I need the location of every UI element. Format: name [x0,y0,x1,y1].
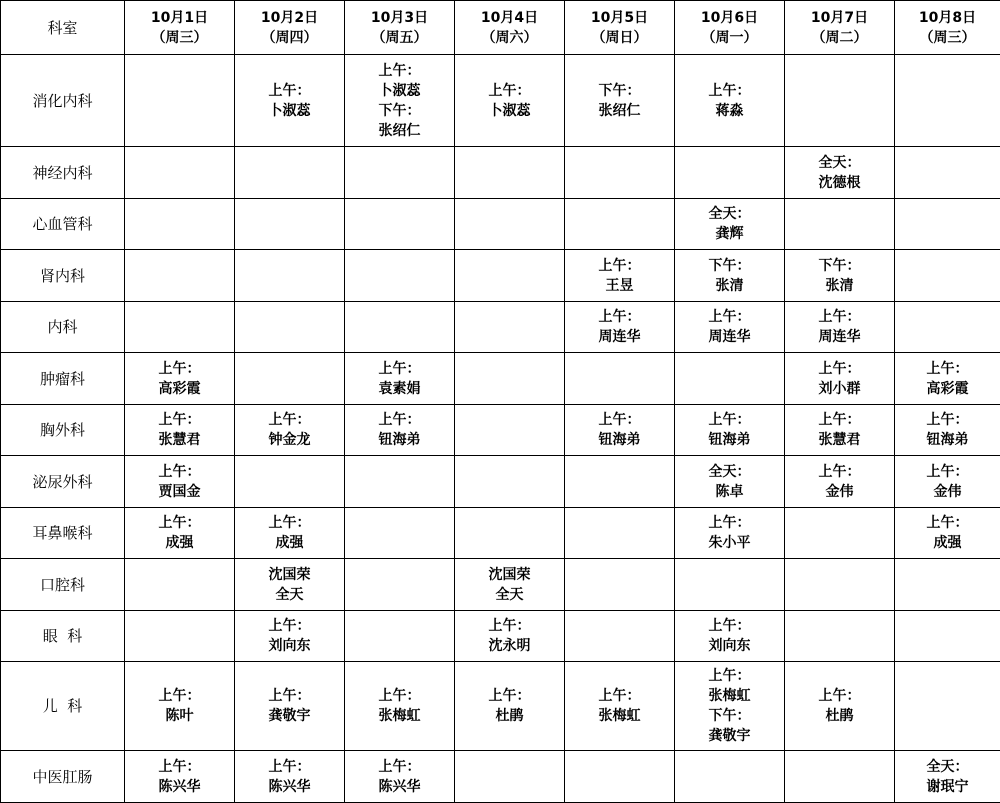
cell-line: 谢珉宁 [897,777,998,797]
schedule-cell [125,147,235,199]
cell-line: 周连华 [677,327,782,347]
schedule-cell [455,751,565,803]
cell-line: 上午： [127,359,232,379]
cell-line: 龚敬宇 [677,726,782,746]
schedule-cell [125,456,235,508]
schedule-cell [785,405,895,456]
schedule-cell [455,662,565,751]
schedule-cell [895,250,1000,302]
schedule-cell [785,250,895,302]
table-row [1,199,1000,250]
schedule-cell [125,611,235,662]
cell-line: 下午： [677,706,782,726]
schedule-cell [125,250,235,302]
weekday-label: （周四） [237,28,342,48]
cell-line: 上午： [127,462,232,482]
schedule-cell [785,508,895,559]
department-name: 中医肛肠 [1,751,125,803]
table-row [1,353,1000,405]
schedule-cell [675,250,785,302]
cell-line: 成强 [237,533,342,553]
cell-line: 全天 [237,585,342,605]
cell-line: 上午： [457,616,562,636]
table-row [1,611,1000,662]
schedule-cell [675,611,785,662]
schedule-cell [345,662,455,751]
cell-line: 上午： [677,81,782,101]
cell-line: 上午： [677,307,782,327]
cell-line: 王昱 [567,276,672,296]
cell-line: 全天： [677,204,782,224]
schedule-cell [895,199,1000,250]
cell-line: 上午： [237,410,342,430]
cell-line: 陈兴华 [237,777,342,797]
cell-line: 张梅虹 [347,706,452,726]
weekday-label: （周三） [127,28,232,48]
schedule-cell [785,456,895,508]
cell-line: 龚敬宇 [237,706,342,726]
cell-line: 钟金龙 [237,430,342,450]
cell-line: 张慧君 [127,430,232,450]
department-name: 口腔科 [1,559,125,611]
cell-line: 刘向东 [237,636,342,656]
cell-line: 沈国荣 [237,565,342,585]
cell-line: 龚辉 [677,224,782,244]
cell-line: 上午： [457,81,562,101]
department-name: 消化内科 [1,55,125,147]
department-name: 眼 科 [1,611,125,662]
cell-line: 钮海弟 [347,430,452,450]
schedule-cell [565,662,675,751]
table-row [1,405,1000,456]
schedule-cell [785,199,895,250]
schedule-cell [895,508,1000,559]
schedule-cell [565,147,675,199]
table-row [1,250,1000,302]
cell-line: 金伟 [897,482,998,502]
schedule-cell [455,353,565,405]
cell-line: 贾国金 [127,482,232,502]
schedule-cell [565,508,675,559]
schedule-cell [455,508,565,559]
cell-line: 上午： [237,686,342,706]
schedule-cell [565,405,675,456]
schedule-cell [675,353,785,405]
schedule-cell [895,662,1000,751]
date-column-header [895,1,1000,55]
schedule-cell [235,751,345,803]
schedule-cell [235,250,345,302]
cell-line: 上午： [457,686,562,706]
schedule-cell [785,353,895,405]
cell-line: 钮海弟 [677,430,782,450]
cell-line: 蒋淼 [677,101,782,121]
cell-line: 上午： [347,410,452,430]
date-column-header [455,1,565,55]
table-row [1,302,1000,353]
schedule-cell [895,559,1000,611]
date-label: 10月6日 [677,8,782,28]
cell-line: 钮海弟 [567,430,672,450]
department-name: 内科 [1,302,125,353]
cell-line: 上午： [677,666,782,686]
department-name: 泌尿外科 [1,456,125,508]
date-column-header [785,1,895,55]
cell-line: 下午： [677,256,782,276]
date-label: 10月5日 [567,8,672,28]
schedule-cell [675,405,785,456]
cell-line: 周连华 [567,327,672,347]
cell-line: 上午： [787,359,892,379]
schedule-cell [235,199,345,250]
schedule-cell [565,199,675,250]
cell-line: 杜鹃 [787,706,892,726]
cell-line: 卜淑蕊 [347,81,452,101]
schedule-cell [455,456,565,508]
cell-line: 上午： [237,81,342,101]
date-column-header [565,1,675,55]
cell-line: 杜鹃 [457,706,562,726]
schedule-cell [345,405,455,456]
schedule-cell [455,147,565,199]
cell-line: 上午： [347,686,452,706]
department-name: 肾内科 [1,250,125,302]
department-name: 神经内科 [1,147,125,199]
weekday-label: （周一） [677,28,782,48]
schedule-cell [675,55,785,147]
department-name: 儿 科 [1,662,125,751]
cell-line: 成强 [127,533,232,553]
cell-line: 陈叶 [127,706,232,726]
table-row [1,55,1000,147]
schedule-cell [235,559,345,611]
cell-line: 高彩霞 [897,379,998,399]
cell-line: 刘向东 [677,636,782,656]
cell-line: 下午： [347,101,452,121]
schedule-cell [345,559,455,611]
cell-line: 沈国荣 [457,565,562,585]
cell-line: 张绍仁 [567,101,672,121]
cell-line: 上午： [237,616,342,636]
schedule-cell [565,55,675,147]
cell-line: 高彩霞 [127,379,232,399]
department-name: 胸外科 [1,405,125,456]
schedule-cell [895,147,1000,199]
cell-line: 下午： [787,256,892,276]
schedule-cell [785,302,895,353]
cell-line: 上午： [787,686,892,706]
date-column-header [345,1,455,55]
schedule-body [1,55,1000,803]
date-label: 10月7日 [787,8,892,28]
schedule-cell [565,353,675,405]
schedule-cell [235,662,345,751]
weekday-label: （周六） [457,28,562,48]
table-row [1,456,1000,508]
department-name: 耳鼻喉科 [1,508,125,559]
cell-line: 张梅虹 [677,686,782,706]
cell-line: 钮海弟 [897,430,998,450]
department-name: 心血管科 [1,199,125,250]
schedule-cell [675,508,785,559]
cell-line: 上午： [567,686,672,706]
schedule-cell [895,751,1000,803]
schedule-cell [125,751,235,803]
schedule-cell [785,147,895,199]
cell-line: 上午： [567,410,672,430]
cell-line: 上午： [347,359,452,379]
cell-line: 上午： [897,410,998,430]
schedule-cell [125,405,235,456]
cell-line: 卜淑蕊 [237,101,342,121]
schedule-cell [785,611,895,662]
table-row [1,147,1000,199]
schedule-cell [565,456,675,508]
schedule-cell [345,508,455,559]
schedule-cell [235,405,345,456]
date-label: 10月2日 [237,8,342,28]
date-column-header [675,1,785,55]
cell-line: 陈卓 [677,482,782,502]
cell-line: 成强 [897,533,998,553]
cell-line: 上午： [237,513,342,533]
schedule-cell [345,751,455,803]
cell-line: 张绍仁 [347,121,452,141]
cell-line: 周连华 [787,327,892,347]
cell-line: 上午： [677,513,782,533]
schedule-cell [785,55,895,147]
date-label: 10月3日 [347,8,452,28]
date-column-header [235,1,345,55]
schedule-cell [455,559,565,611]
schedule-cell [785,751,895,803]
cell-line: 张清 [787,276,892,296]
schedule-cell [125,353,235,405]
schedule-cell [455,611,565,662]
schedule-cell [235,147,345,199]
cell-line: 上午： [897,359,998,379]
cell-line: 上午： [127,410,232,430]
schedule-cell [675,147,785,199]
cell-line: 陈兴华 [347,777,452,797]
schedule-cell [565,751,675,803]
weekday-label: （周日） [567,28,672,48]
schedule-cell [345,147,455,199]
schedule-cell [455,55,565,147]
schedule-cell [125,662,235,751]
schedule-cell [455,405,565,456]
schedule-cell [455,199,565,250]
schedule-cell [675,302,785,353]
schedule-cell [565,559,675,611]
weekday-label: （周三） [897,28,998,48]
schedule-cell [345,199,455,250]
cell-line: 上午： [787,462,892,482]
schedule-cell [785,559,895,611]
cell-line: 下午： [567,81,672,101]
schedule-cell [895,611,1000,662]
cell-line: 上午： [787,410,892,430]
date-column-header [125,1,235,55]
schedule-cell [565,611,675,662]
cell-line: 全天： [787,153,892,173]
schedule-cell [345,611,455,662]
weekday-label: （周二） [787,28,892,48]
cell-line: 张梅虹 [567,706,672,726]
cell-line: 刘小群 [787,379,892,399]
schedule-cell [345,250,455,302]
cell-line: 沈永明 [457,636,562,656]
cell-line: 上午： [677,616,782,636]
date-label: 10月4日 [457,8,562,28]
cell-line: 张清 [677,276,782,296]
schedule-cell [455,250,565,302]
schedule-cell [895,302,1000,353]
cell-line: 陈兴华 [127,777,232,797]
cell-line: 全天： [677,462,782,482]
schedule-cell [565,302,675,353]
schedule-cell [895,55,1000,147]
cell-line: 卜淑蕊 [457,101,562,121]
schedule-cell [125,55,235,147]
cell-line: 上午： [787,307,892,327]
table-row [1,662,1000,751]
cell-line: 上午： [347,61,452,81]
table-row [1,559,1000,611]
schedule-cell [345,456,455,508]
cell-line: 上午： [237,757,342,777]
date-label: 10月1日 [127,8,232,28]
cell-line: 全天 [457,585,562,605]
schedule-cell [785,662,895,751]
header-row [1,1,1000,55]
schedule-cell [345,55,455,147]
schedule-cell [895,353,1000,405]
schedule-cell [675,559,785,611]
schedule-cell [125,302,235,353]
schedule-cell [235,353,345,405]
cell-line: 上午： [677,410,782,430]
cell-line: 上午： [897,462,998,482]
schedule-cell [345,353,455,405]
weekday-label: （周五） [347,28,452,48]
cell-line: 上午： [127,513,232,533]
cell-line: 上午： [127,686,232,706]
schedule-cell [125,199,235,250]
schedule-cell [235,611,345,662]
cell-line: 上午： [567,307,672,327]
schedule-cell [565,250,675,302]
cell-line: 金伟 [787,482,892,502]
cell-line: 上午： [567,256,672,276]
cell-line: 全天： [897,757,998,777]
schedule-cell [235,55,345,147]
cell-line: 上午： [897,513,998,533]
cell-line: 上午： [127,757,232,777]
cell-line: 朱小平 [677,533,782,553]
table-row [1,751,1000,803]
department-name: 肿瘤科 [1,353,125,405]
table-row [1,508,1000,559]
schedule-cell [895,456,1000,508]
cell-line: 上午： [347,757,452,777]
cell-line: 袁素娟 [347,379,452,399]
schedule-cell [345,302,455,353]
cell-line: 沈德根 [787,173,892,193]
schedule-cell [235,456,345,508]
schedule-cell [455,302,565,353]
schedule-cell [235,302,345,353]
schedule-cell [675,456,785,508]
schedule-cell [895,405,1000,456]
cell-line: 张慧君 [787,430,892,450]
schedule-cell [675,751,785,803]
date-label: 10月8日 [897,8,998,28]
schedule-cell [125,559,235,611]
schedule-cell [675,662,785,751]
department-column-header: 科室 [1,1,125,55]
schedule-cell [125,508,235,559]
schedule-cell [235,508,345,559]
schedule-cell [675,199,785,250]
